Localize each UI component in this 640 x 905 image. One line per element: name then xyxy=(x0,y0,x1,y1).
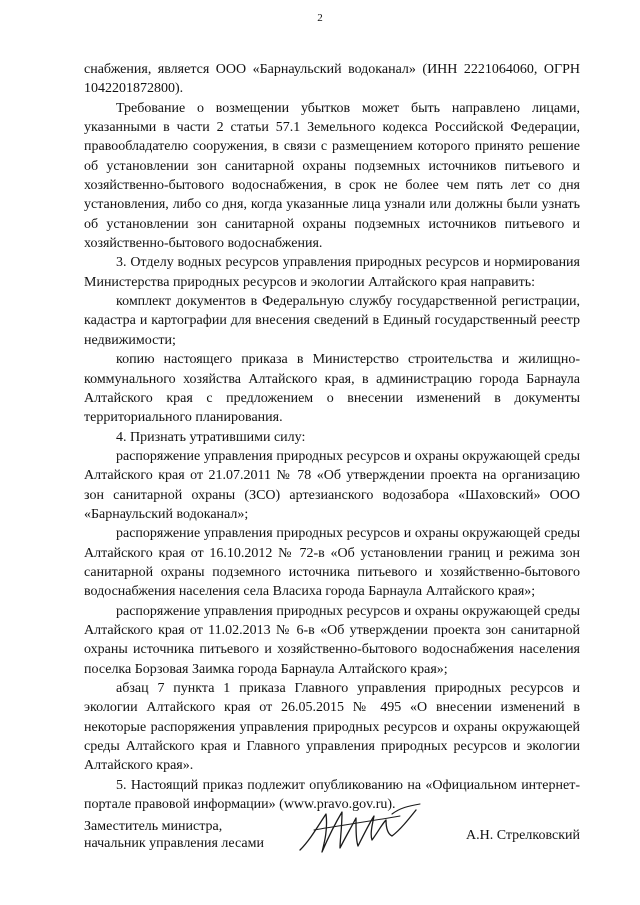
signatory-title-line2: начальник управления лесами xyxy=(84,836,264,851)
document-body xyxy=(84,60,580,814)
page-number: 2 xyxy=(317,12,323,24)
handwritten-signature xyxy=(296,800,426,860)
paragraph-item-3-registry: комплект документов в Федеральную службу государственной регистрации, кадастра и картографии для внесения сведений в Единый государственный реестр недвижимости; xyxy=(84,294,580,348)
paragraph-item-5: 5. Настоящий приказ подлежит опубликованию на «Официальном интернет-портале правовой информации» (www.pravo.gov.ru). xyxy=(84,777,580,813)
paragraph-item-3: 3. Отделу водных ресурсов управления природных ресурсов и нормирования Министерства природных ресурсов и экологии Алтайского края направить: xyxy=(84,255,580,290)
signatory-name: А.Н. Стрелковский xyxy=(466,828,580,843)
paragraph-item-4-order-72v: распоряжение управления природных ресурсов и охраны окружающей среды Алтайского края от 16.10.2012 № 72-в «Об установлении границ и режима зон санитарной охраны подземного источника питьевого и хозяйственно-бытового водоснабжения населения села Власиха города Барнаула Алтайского края»; xyxy=(84,526,580,600)
paragraph-item-3-copy: копию настоящего приказа в Министерство строительства и жилищно-коммунального хозяйства Алтайского края, в администрацию города Барнаула Алтайского края с предложением о внесении изменений в документы территориального планирования. xyxy=(84,352,580,426)
paragraph-item-4-order-78: распоряжение управления природных ресурсов и охраны окружающей среды Алтайского края от 21.07.2011 № 78 «Об утверждении проекта на организацию зон санитарной охраны (ЗСО) артезианского водозабора «Шаховский» ООО «Барнаульский водоканал»; xyxy=(84,448,580,522)
paragraph-continuation: снабжения, является ООО «Барнаульский водоканал» (ИНН 2221064060, ОГРН 1042201872800). xyxy=(84,62,580,97)
signatory-title xyxy=(84,818,264,852)
paragraph-damages-claim: Требование о возмещении убытков может быть направлено лицами, указанными в части 2 статьи 57.1 Земельного кодекса Российской Федерации, правообладателю сооружения, в связи с размещением которого принято решение об установлении зон санитарной охраны подземных источников питьевого и хозяйственно-бытового водоснабжения, в срок не более чем пять лет со дня установления, либо со дня, когда указанные лица узнали или должны были узнать об установлении зон санитарной охраны подземных источников питьевого и хозяйственно-бытового водоснабжения. xyxy=(84,100,580,252)
signatory-title-line1: Заместитель министра, xyxy=(84,819,223,834)
paragraph-item-4-order-6v: распоряжение управления природных ресурсов и охраны окружающей среды Алтайского края от 11.02.2013 № 6-в «Об утверждении проекта зон санитарной охраны источника питьевого и хозяйственно-бытового водоснабжения населения поселка Борзовая Заимка города Барнаула Алтайского края»; xyxy=(84,603,580,677)
paragraph-item-4-order-495: абзац 7 пункта 1 приказа Главного управления природных ресурсов и экологии Алтайского края от 26.05.2015 № 495 «О внесении изменений в некоторые распоряжения управления природных ресурсов и охраны окружающей среды Алтайского края и Главного управления природных ресурсов и экологии Алтайского края». xyxy=(84,681,580,774)
paragraph-item-4: 4. Признать утратившими силу: xyxy=(116,429,306,445)
